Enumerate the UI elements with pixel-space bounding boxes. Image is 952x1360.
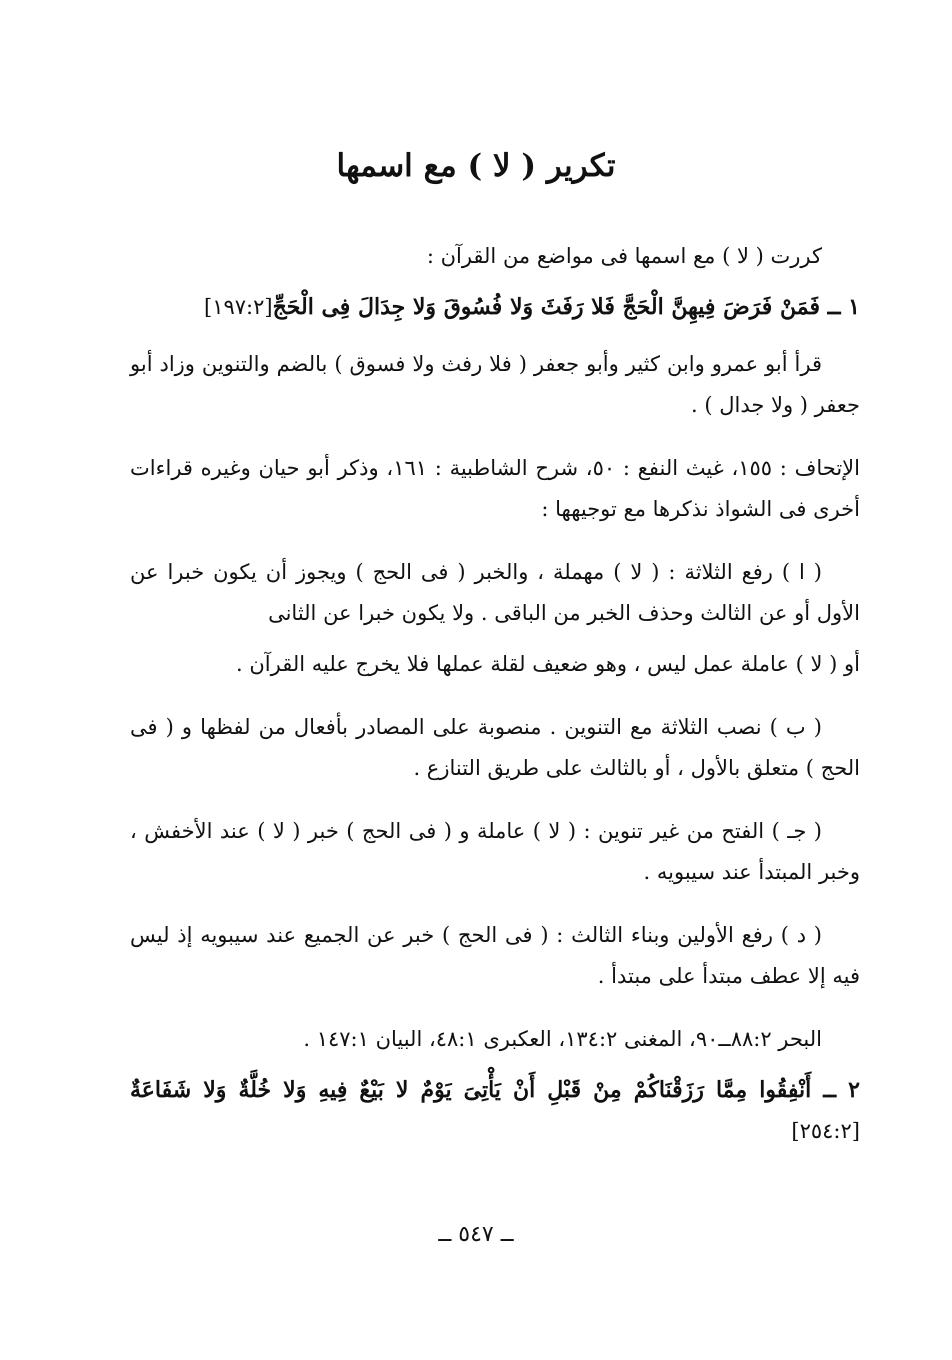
item-a-continuation: أو ( لا ) عاملة عمل ليس ، وهو ضعيف لقلة عملها فلا يخرج عليه القرآن . — [236, 652, 860, 676]
verse-1-text: ١ ــ فَمَنْ فَرَضَ فِيهِنَّ الْحَجَّ فَلا رَفَثَ وَلا فُسُوقَ وَلا جِدَالَ فِى الْحَجِّ — [272, 294, 860, 320]
sources-2-paragraph: البحر ٨٨:٢ــ٩٠، المغنى ١٣٤:٢، العكبرى ٤٨:١، البيان ١٤٧:١ . — [303, 1027, 822, 1051]
verse-2 — [130, 1070, 860, 1152]
verse-2-text: ٢ ــ أَنْفِقُوا مِمَّا رَزَقْنَاكُمْ مِنْ قَبْلِ أَنْ يَأْتِىَ يَوْمٌ لا بَيْعٌ فِيهِ وَلا خُلَّةٌ وَلا شَفَاعَةٌ — [130, 1077, 860, 1103]
page-title: تكرير ( لا ) مع اسمها — [336, 148, 616, 184]
item-d-paragraph: ( د ) رفع الأولين وبناء الثالث : ( فى الحج ) خبر عن الجميع عند سيبويه إذ ليس فيه إلا عطف مبتدأ على مبتدأ . — [130, 923, 860, 988]
page-number: ــ ٥٤٧ ــ — [438, 1222, 514, 1247]
page-body — [130, 236, 860, 1152]
verse-1 — [130, 287, 860, 328]
item-c-paragraph: ( جـ ) الفتح من غير تنوين : ( لا ) عاملة و ( فى الحج ) خبر ( لا ) عند الأخفش ، وخبر المبتدأ عند سيبويه . — [130, 819, 860, 884]
sources-1-paragraph: الإتحاف : ١٥٥، غيث النفع : ٥٠، شرح الشاطبية : ١٦١، وذكر أبو حيان وغيره قراءات أخرى فى الشواذ نذكرها مع توجيهها : — [130, 456, 860, 521]
item-a-paragraph: ( ا ) رفع الثلاثة : ( لا ) مهملة ، والخبر ( فى الحج ) ويجوز أن يكون خبرا عن الأول أو عن الثالث وحذف الخبر من الباقى . ولا يكون خبرا عن الثانى — [130, 560, 860, 625]
verse-2-reference: [٢٥٤:٢] — [791, 1119, 860, 1143]
verse-1-reference: [١٩٧:٢] — [203, 295, 273, 319]
intro-paragraph: كررت ( لا ) مع اسمها فى مواضع من القرآن : — [426, 244, 822, 268]
item-b-paragraph: ( ب ) نصب الثلاثة مع التنوين . منصوبة على المصادر بأفعال من لفظها و ( فى الحج ) متعلق بالأول ، أو بالثالث على طريق التنازع . — [130, 715, 860, 780]
reading-1-paragraph: قرأ أبو عمرو وابن كثير وأبو جعفر ( فلا رفث ولا فسوق ) بالضم والتنوين وزاد أبو جعفر ( ولا جدال ) . — [130, 352, 860, 417]
